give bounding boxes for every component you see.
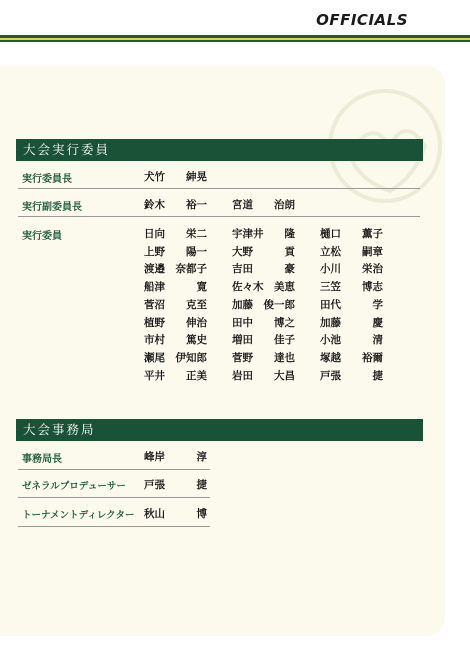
person-name [232,350,295,365]
given-name: 貢 [284,245,295,258]
given-name: 奈都子 [175,263,207,276]
given-name: 隆 [284,228,295,240]
family-name: 船津 [144,281,165,294]
family-name: 三笠 [320,281,341,294]
given-name: 達也 [274,351,295,364]
person-name [144,368,207,383]
family-name: 立松 [320,245,341,258]
divider [18,188,420,189]
role-label: 実行委員長 [22,174,72,185]
given-name: 大昌 [274,369,295,382]
person-name [232,332,295,347]
person-name [232,197,295,212]
given-name: 淳 [196,451,207,463]
given-name: 学 [372,298,383,311]
family-name: 吉田 [232,263,253,276]
person-name [232,261,295,276]
role-label: 実行副委員長 [22,202,82,213]
person-name [144,279,207,294]
given-name: 裕一 [186,199,207,211]
family-name: 戸張 [320,369,341,382]
given-name: 克至 [186,298,207,311]
given-name: 博 [196,508,207,520]
header-stripe-green-lower [0,40,470,42]
family-name: 加藤 [232,298,253,311]
family-name: 上野 [144,245,165,258]
person-name [232,368,295,383]
person-name [144,350,207,365]
person-name [144,169,207,184]
person-name [320,297,383,312]
role-label: ゼネラルプロデューサー [22,481,126,492]
person-name [144,226,207,241]
person-name [144,506,207,521]
family-name: 鈴木 [144,199,165,211]
given-name: 栄治 [362,263,383,276]
family-name: 瀬尾 [144,351,165,364]
family-name: 菅沼 [144,298,165,311]
family-name: 田中 [232,316,253,329]
given-name: 栄二 [186,228,207,240]
given-name: 美恵 [274,281,295,294]
person-name [232,315,295,330]
given-name: 捷 [196,479,207,491]
person-name [144,449,207,464]
person-name [232,279,295,294]
given-name: 篤史 [186,334,207,347]
family-name: 小川 [320,263,341,276]
given-name: 薫子 [362,228,383,240]
given-name: 陽一 [186,245,207,258]
person-name [320,226,383,241]
divider [18,497,210,498]
given-name: 博之 [274,316,295,329]
family-name: 峰岸 [144,451,165,463]
family-name: 日向 [144,228,165,240]
divider [18,216,420,217]
family-name: 宮道 [232,199,253,211]
divider [18,469,210,470]
given-name: 伸治 [186,316,207,329]
given-name: 嗣章 [362,245,383,258]
family-name: 渡邉 [144,263,165,276]
given-name: 正美 [186,369,207,382]
family-name: 田代 [320,298,341,311]
section-title-secretariat: 大会事務局 [16,419,423,441]
divider [18,526,210,527]
person-name [320,315,383,330]
family-name: 植野 [144,316,165,329]
person-name [320,332,383,347]
person-name [144,261,207,276]
header-title: OFFICIALS [316,11,408,29]
given-name: 慶 [372,316,383,329]
person-name [232,226,295,241]
family-name: 市村 [144,334,165,347]
family-name: 宇津井 [232,228,264,240]
role-label: 実行委員 [22,231,62,242]
person-name [320,244,383,259]
given-name: 博志 [362,281,383,294]
person-name [144,244,207,259]
family-name: 小池 [320,334,341,347]
family-name: 樋口 [320,228,341,240]
family-name: 菅野 [232,351,253,364]
section-title-committee: 大会実行委員 [16,139,423,161]
person-name [144,315,207,330]
given-name: 伊知郎 [175,351,207,364]
given-name: 紳晃 [186,171,207,183]
given-name: 豪 [284,263,295,276]
family-name: 大野 [232,245,253,258]
person-name [232,244,295,259]
person-name [320,368,383,383]
family-name: 佐々木 [232,281,264,294]
person-name [232,297,295,312]
person-name [144,297,207,312]
family-name: 増田 [232,334,253,347]
given-name: 清 [372,334,383,347]
family-name: 戸張 [144,479,165,491]
given-name: 治朗 [274,199,295,211]
person-name [320,350,383,365]
family-name: 加藤 [320,316,341,329]
given-name: 捷 [372,369,383,382]
family-name: 秋山 [144,508,165,520]
person-name [144,477,207,492]
person-name [144,332,207,347]
person-name [144,197,207,212]
role-label: 事務局長 [22,454,62,465]
person-name [320,279,383,294]
family-name: 平井 [144,369,165,382]
given-name: 佳子 [274,334,295,347]
given-name: 寛 [196,281,207,294]
given-name: 俊一郎 [263,298,295,311]
family-name: 岩田 [232,369,253,382]
given-name: 裕爾 [362,351,383,364]
person-name [320,261,383,276]
role-label: トーナメントディレクター [22,510,135,521]
family-name: 犬竹 [144,171,165,183]
family-name: 塚越 [320,351,341,364]
